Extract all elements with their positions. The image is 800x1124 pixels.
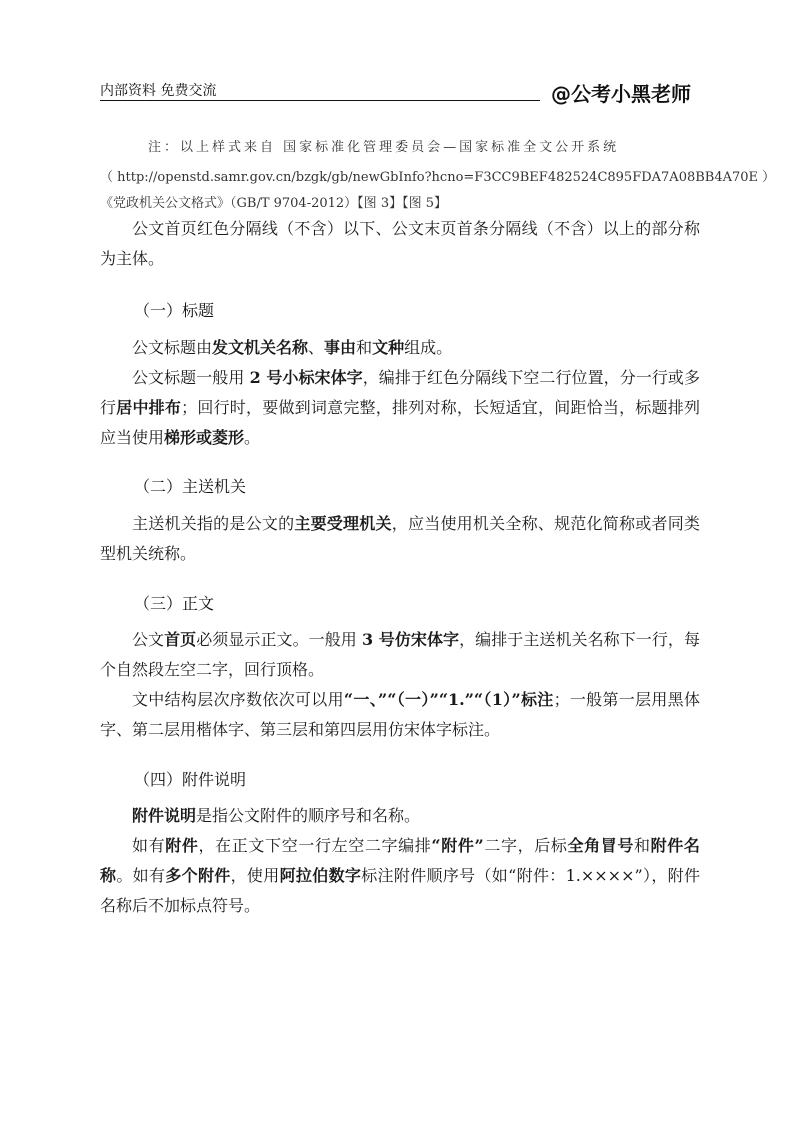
section4-paragraph-2: 如有附件，在正文下空一行左空二字编排“附件”二字，后标全角冒号和附件名称。如有多个附件，使用阿拉伯数字标注附件顺序号（如“附件：1.××××”），附件名称后不加标点符号。 [100,836,700,915]
note-line-1: 注：以上样式来自 国家标准化管理委员会—国家标准全文公开系统 [148,140,620,155]
intro-paragraph: 公文首页红色分隔线（不含）以下、公文末页首条分隔线（不含）以上的部分称为主体。 [100,219,700,268]
note-line-3: 《党政机关公文格式》（GB/T 9704-2012）【图 3】【图 5】 [100,196,447,211]
section3-paragraph-1: 公文首页必须显示正文。一般用 3 号仿宋体字，编排于主送机关名称下一行，每个自然段左空二字，回行顶格。 [100,630,700,679]
header-left-label: 内部资料 免费交流 [100,83,217,99]
section1-paragraph-1: 公文标题由发文机关名称、事由和文种组成。 [132,338,453,357]
header-divider [100,100,540,101]
section1-paragraph-2: 公文标题一般用 2 号小标宋体字，编排于红色分隔线下空二行位置，分一行或多行居中排布；回行时，要做到词意完整，排列对称，长短适宜，间距恰当，标题排列应当使用梯形或菱形。 [100,368,700,447]
section2-heading: （二）主送机关 [134,477,247,496]
section2-paragraph-1: 主送机关指的是公文的主要受理机关，应当使用机关全称、规范化简称或者同类型机关统称。 [100,514,700,563]
section3-heading: （三）正文 [134,594,215,613]
section4-paragraph-1: 附件说明是指公文附件的顺序号和名称。 [132,806,421,825]
section1-heading: （一）标题 [134,301,215,320]
section3-paragraph-2: 文中结构层次序数依次可以用“一、”“（一）”“1.”“（1）”标注；一般第一层用黑体字、第二层用楷体字、第三层和第四层用仿宋体字标注。 [100,690,700,739]
header-brand: @公考小黑老师 [551,82,691,106]
section4-heading: （四）附件说明 [134,770,247,789]
note-line-2: （ http://openstd.samr.gov.cn/bzgk/gb/newGbInfo?hcno=F3CC9BEF482524C895FDA7A08BB4A70E ） [100,170,776,185]
